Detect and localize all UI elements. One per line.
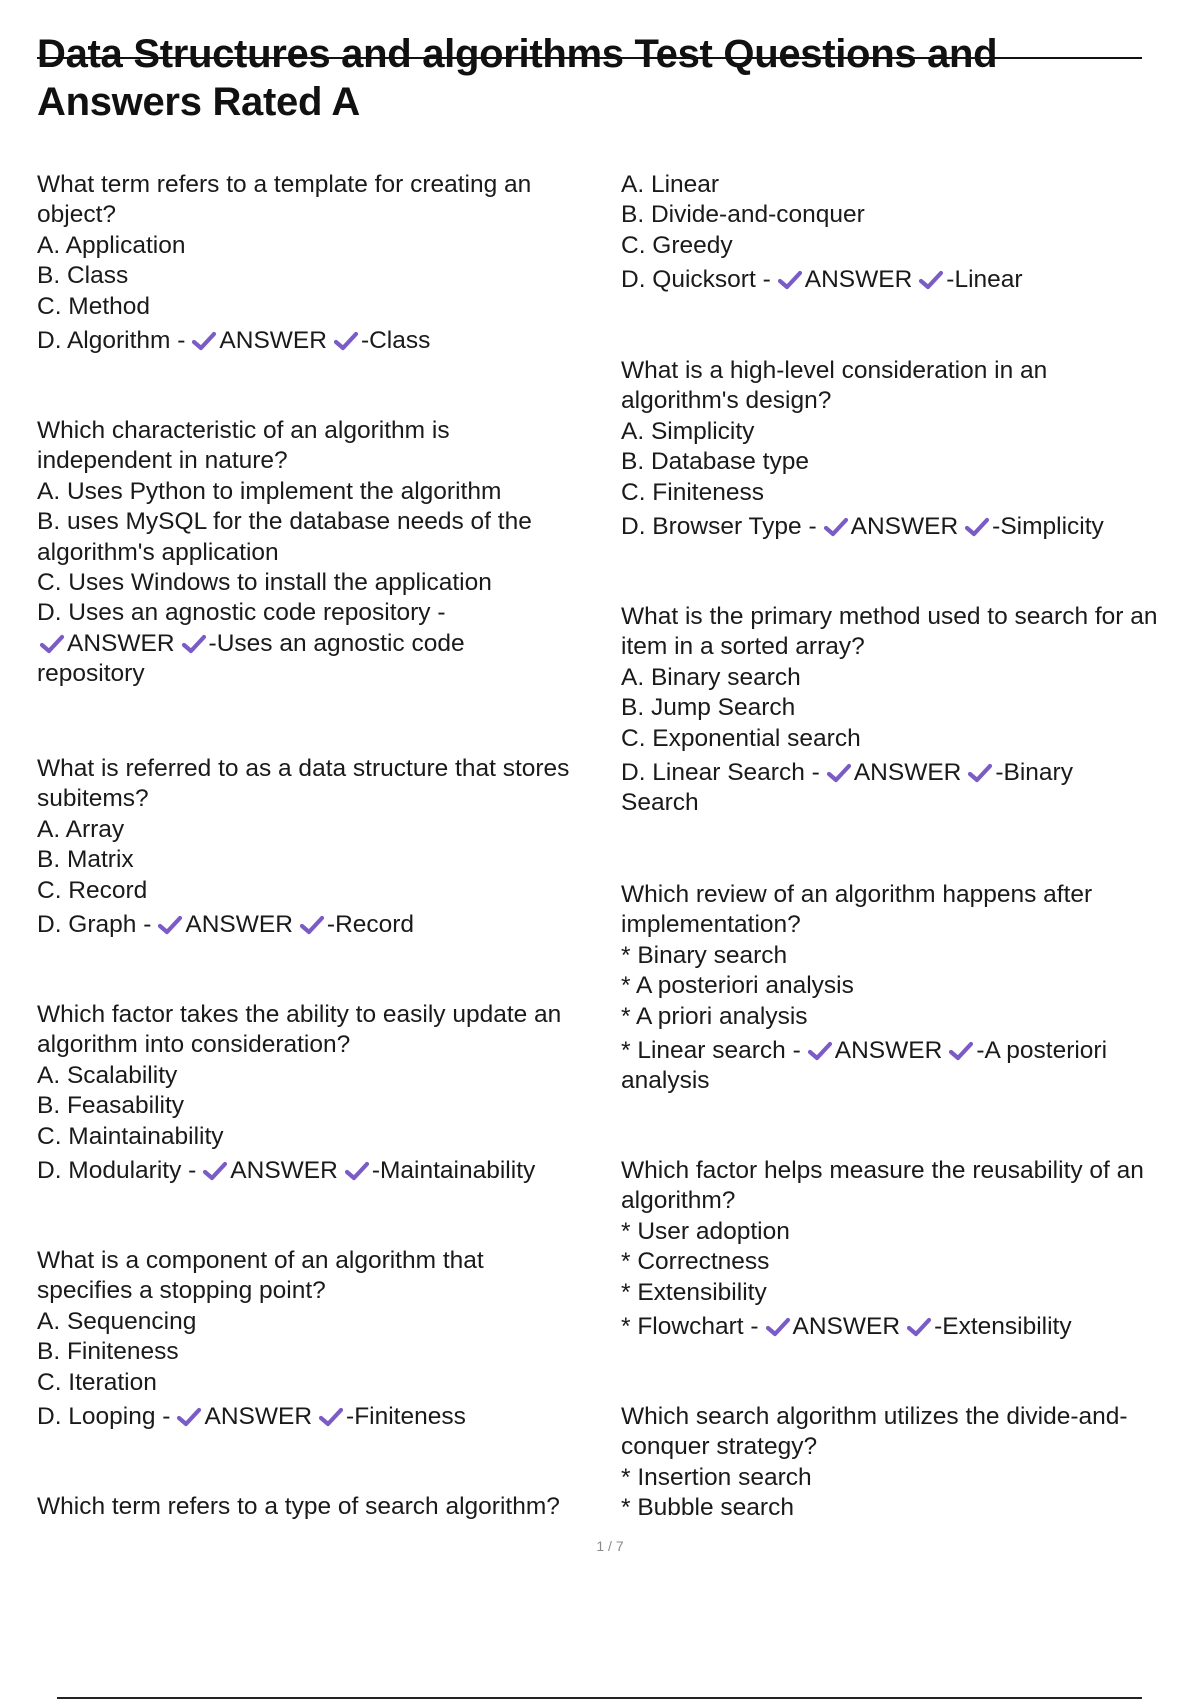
option: * Linear search - (621, 1037, 801, 1065)
option: A. Linear (621, 171, 720, 198)
title-line-2: Answers Rated A (37, 80, 361, 124)
answer-text: -Finiteness (346, 1403, 466, 1431)
answer-line (621, 1036, 1166, 1097)
question-block (37, 1000, 617, 1186)
option: A. Simplicity (621, 417, 755, 445)
check-icon (948, 1040, 974, 1060)
option: D. Looping - (37, 1403, 171, 1431)
option: * Bubble search (621, 1494, 794, 1522)
question-block (37, 170, 617, 356)
question-text: Which term refers to a type of search algorithm? (37, 1493, 560, 1520)
check-icon (964, 516, 990, 536)
option: B. Divide-and-conquer (621, 201, 865, 229)
question-block (621, 170, 1196, 296)
check-icon (826, 762, 852, 782)
answer-text: -Class (360, 327, 431, 355)
option: * User adoption (621, 1217, 790, 1245)
answer-label: ANSWER (219, 327, 327, 355)
page-number: 1 / 7 (596, 1538, 624, 1554)
option: * A priori analysis (621, 1002, 808, 1030)
answer-text: -Binary Search (621, 759, 1073, 817)
answer-line (621, 265, 1196, 295)
option: * Extensibility (621, 1278, 767, 1306)
option: B. Class (37, 262, 129, 290)
answer-label: ANSWER (792, 1313, 901, 1341)
question-text: Which characteristic of an algorithm is independent in nature? (37, 417, 450, 475)
check-icon (318, 1406, 344, 1426)
answer-label: ANSWER (850, 513, 959, 541)
option: * Correctness (621, 1248, 770, 1276)
answer-label: ANSWER (834, 1037, 943, 1065)
check-icon (967, 762, 993, 782)
option: C. Greedy (621, 231, 733, 259)
check-icon (823, 516, 849, 536)
check-icon (333, 330, 359, 350)
answer-text: -Linear (946, 266, 1023, 294)
answer-line (621, 758, 1141, 819)
answer-line (37, 1156, 617, 1186)
check-icon (176, 1406, 202, 1426)
option: B. uses MySQL for the database needs of the algorithm's application (37, 508, 532, 566)
check-icon (202, 1160, 228, 1180)
question-block (37, 416, 617, 690)
option: * Binary search (621, 941, 788, 969)
answer-line (37, 1402, 617, 1432)
question-block (37, 754, 617, 940)
question-text: What term refers to a template for creating an object? (37, 171, 532, 229)
check-icon (181, 633, 207, 653)
question-text: Which factor helps measure the reusability of an algorithm? (621, 1157, 1144, 1215)
answer-label: ANSWER (804, 266, 913, 294)
option: A. Array (37, 815, 125, 843)
answer-label: ANSWER (185, 911, 293, 939)
answer-text: -A posteriori analysis (621, 1037, 1108, 1095)
option: B. Database type (621, 448, 809, 476)
answer-label: ANSWER (67, 629, 175, 657)
option: A. Application (37, 231, 186, 259)
question-text: What is the primary method used to search for an item in a sorted array? (621, 603, 1158, 661)
option: C. Exponential search (621, 724, 861, 752)
option: B. Feasability (37, 1092, 185, 1120)
check-icon (344, 1160, 370, 1180)
check-icon (157, 914, 183, 934)
option: * Insertion search (621, 1463, 812, 1491)
check-icon (299, 914, 325, 934)
option: A. Binary search (621, 663, 801, 691)
answer-text: -Extensibility (934, 1313, 1072, 1341)
option: * A posteriori analysis (621, 972, 854, 1000)
document-title (37, 30, 1147, 126)
check-icon (765, 1316, 791, 1336)
option: A. Uses Python to implement the algorithm (37, 477, 502, 505)
answer-label: ANSWER (853, 759, 962, 787)
answer-line (621, 1312, 1196, 1342)
check-icon (777, 269, 803, 289)
option: C. Record (37, 876, 148, 904)
option: D. Graph - (37, 911, 152, 939)
title-strikethrough-line (37, 57, 1142, 59)
question-block (621, 1402, 1196, 1524)
answer-label: ANSWER (204, 1403, 313, 1431)
answer-line (621, 512, 1196, 542)
option: D. Quicksort - (621, 266, 771, 294)
question-text: What is a component of an algorithm that specifies a stopping point? (37, 1247, 484, 1305)
option: D. Linear Search - (621, 759, 820, 787)
option: B. Matrix (37, 846, 134, 874)
option: A. Sequencing (37, 1307, 197, 1335)
answer-text: -Uses an agnostic code repository (37, 629, 465, 688)
question-text: Which factor takes the ability to easily update an algorithm into consideration? (37, 1001, 562, 1059)
option: D. Browser Type - (621, 513, 817, 541)
answer-line (37, 326, 617, 356)
option: D. Modularity - (37, 1157, 197, 1185)
check-icon (918, 269, 944, 289)
question-block (621, 356, 1196, 542)
option: C. Method (37, 292, 151, 320)
question-block (621, 602, 1196, 819)
answer-text: -Simplicity (992, 513, 1104, 541)
question-text: What is referred to as a data structure that stores subitems? (37, 755, 570, 813)
check-icon (191, 330, 217, 350)
question-text: Which review of an algorithm happens after implementation? (621, 881, 1093, 939)
check-icon (807, 1040, 833, 1060)
option: D. Algorithm - (37, 327, 186, 355)
option: B. Jump Search (621, 694, 796, 722)
title-line-1: Data Structures and algorithms Test Questions and (37, 32, 998, 76)
question-block (37, 1246, 617, 1432)
answer-text: -Record (326, 911, 415, 939)
page-bottom-divider (57, 1697, 1142, 1699)
answer-text: -Maintainability (371, 1157, 536, 1185)
question-block (621, 1156, 1196, 1342)
check-icon (39, 633, 65, 653)
option: D. Uses an agnostic code repository - (37, 599, 446, 627)
option: A. Scalability (37, 1061, 178, 1089)
question-block (37, 1492, 617, 1522)
option: * Flowchart - (621, 1313, 759, 1341)
answer-label: ANSWER (230, 1157, 338, 1185)
question-block (621, 880, 1196, 1097)
option: C. Maintainability (37, 1122, 224, 1150)
answer-line (37, 629, 537, 690)
option: C. Finiteness (621, 478, 764, 506)
check-icon (906, 1316, 932, 1336)
question-text: Which search algorithm utilizes the divide-and-conquer strategy? (621, 1403, 1128, 1461)
option: B. Finiteness (37, 1338, 179, 1366)
option: C. Uses Windows to install the application (37, 569, 492, 597)
answer-line (37, 910, 617, 940)
question-text: What is a high-level consideration in an algorithm's design? (621, 357, 1048, 415)
option: C. Iteration (37, 1368, 157, 1396)
